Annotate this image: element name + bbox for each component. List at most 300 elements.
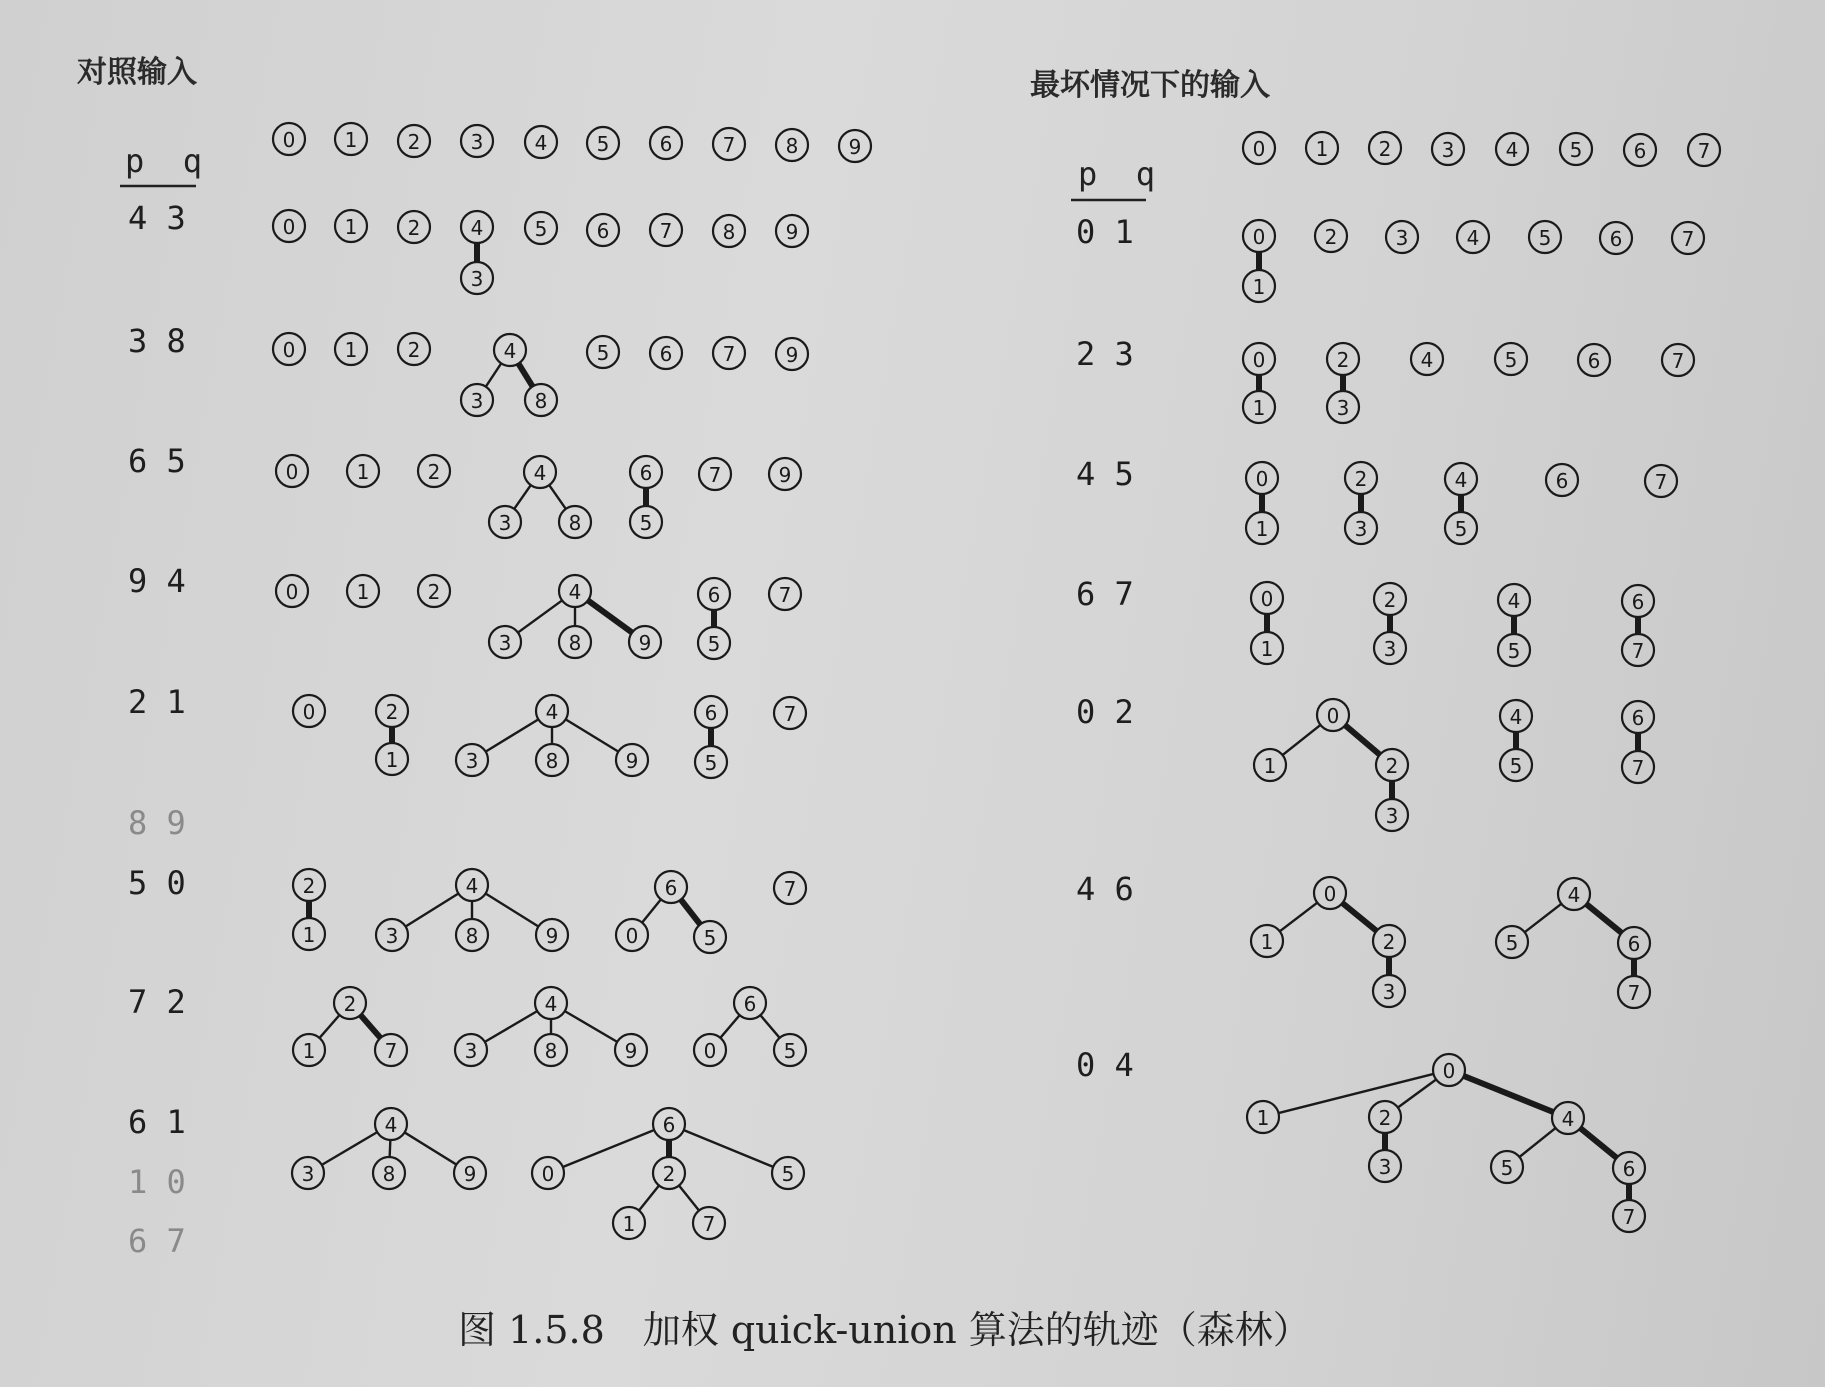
node-label: 1	[344, 215, 358, 239]
node-label: 4	[384, 1113, 398, 1137]
node-label: 8	[545, 749, 559, 773]
left-forest-row	[273, 210, 808, 294]
node-6	[587, 214, 619, 246]
node-3	[461, 125, 493, 157]
right-pq-label: 0 4	[1076, 1046, 1134, 1084]
node-3	[489, 626, 521, 658]
node-4	[494, 334, 526, 366]
node-label: 3	[385, 924, 399, 948]
node-4	[1552, 1102, 1584, 1134]
node-6	[650, 127, 682, 159]
right-forest-row	[1243, 220, 1704, 302]
node-label: 9	[625, 749, 639, 773]
node-label: 3	[1378, 1155, 1392, 1179]
node-7	[1613, 1200, 1645, 1232]
node-8	[559, 626, 591, 658]
node-label: 2	[1378, 137, 1392, 161]
tree-link	[639, 1185, 659, 1210]
node-8	[456, 919, 488, 951]
node-label: 4	[503, 339, 517, 363]
tree-link	[320, 1015, 340, 1038]
node-2	[653, 1157, 685, 1189]
node-label: 2	[1354, 467, 1368, 491]
node-label: 6	[596, 219, 610, 243]
node-label: 5	[1504, 348, 1518, 372]
node-label: 1	[1252, 396, 1266, 420]
node-label: 2	[1385, 754, 1399, 778]
node-2	[1374, 583, 1406, 615]
node-8	[525, 384, 557, 416]
node-label: 7	[1631, 639, 1645, 663]
right-pq-label: 6 7	[1076, 575, 1134, 613]
node-1	[293, 1034, 325, 1066]
left-forest-row	[276, 455, 801, 538]
tree-link	[642, 899, 661, 922]
node-5	[1496, 926, 1528, 958]
tree-link	[1345, 725, 1380, 754]
node-label: 3	[1385, 804, 1399, 828]
tree-link	[1519, 1128, 1555, 1157]
node-label: 7	[783, 702, 797, 726]
node-label: 1	[1255, 517, 1269, 541]
node-6	[650, 337, 682, 369]
node-0	[532, 1157, 564, 1189]
node-label: 3	[1336, 396, 1350, 420]
left-forest-row	[292, 1108, 804, 1239]
node-label: 4	[1420, 348, 1434, 372]
tree-link	[1525, 904, 1562, 932]
node-1	[347, 455, 379, 487]
node-label: 9	[463, 1162, 477, 1186]
node-label: 0	[1255, 467, 1269, 491]
node-label: 1	[1263, 754, 1277, 778]
node-4	[1498, 584, 1530, 616]
node-4	[456, 869, 488, 901]
node-3	[489, 506, 521, 538]
node-4	[1411, 343, 1443, 375]
node-label: 3	[470, 130, 484, 154]
node-4	[461, 211, 493, 243]
node-5	[1500, 749, 1532, 781]
node-7	[774, 697, 806, 729]
node-7	[693, 1207, 725, 1239]
node-7	[1645, 465, 1677, 497]
node-6	[695, 696, 727, 728]
node-9	[776, 215, 808, 247]
node-label: 3	[498, 631, 512, 655]
node-label: 6	[659, 132, 673, 156]
node-label: 5	[596, 132, 610, 156]
node-label: 0	[1326, 704, 1340, 728]
tree-link	[518, 364, 532, 387]
left-forest-row	[276, 575, 801, 659]
node-label: 6	[1627, 932, 1641, 956]
tree-link	[679, 1185, 699, 1210]
tree-link	[566, 719, 619, 751]
left-forest-row	[293, 987, 806, 1066]
node-label: 8	[568, 511, 582, 535]
left-pq-header: p q	[125, 142, 203, 180]
left-pq-label: 1 0	[128, 1163, 186, 1201]
node-2	[1369, 132, 1401, 164]
node-4	[1445, 463, 1477, 495]
node-0	[273, 333, 305, 365]
tree-link	[684, 1130, 773, 1167]
right-pq-label: 4 5	[1076, 455, 1134, 493]
node-label: 4	[1507, 589, 1521, 613]
tree-link	[1586, 904, 1621, 933]
node-0	[1243, 343, 1275, 375]
node-label: 1	[1252, 275, 1266, 299]
node-label: 3	[1395, 226, 1409, 250]
node-1	[1251, 632, 1283, 664]
node-4	[535, 987, 567, 1019]
node-0	[1243, 132, 1275, 164]
node-label: 0	[282, 128, 296, 152]
node-4	[1500, 700, 1532, 732]
node-label: 3	[470, 389, 484, 413]
node-1	[613, 1207, 645, 1239]
node-label: 0	[1323, 882, 1337, 906]
node-label: 7	[1654, 470, 1668, 494]
right-forest-row	[1251, 582, 1654, 666]
node-2	[1345, 462, 1377, 494]
tree-link	[390, 1140, 391, 1157]
node-6	[734, 987, 766, 1019]
node-label: 8	[544, 1039, 558, 1063]
tree-link	[405, 1132, 457, 1164]
node-label: 5	[703, 926, 717, 950]
node-label: 8	[568, 631, 582, 655]
node-label: 4	[1505, 138, 1519, 162]
node-0	[1251, 582, 1283, 614]
node-label: 1	[356, 580, 370, 604]
node-label: 6	[1609, 227, 1623, 251]
node-label: 1	[385, 748, 399, 772]
node-label: 2	[662, 1162, 676, 1186]
node-label: 0	[282, 338, 296, 362]
node-label: 7	[783, 877, 797, 901]
node-0	[616, 919, 648, 951]
node-label: 4	[1567, 883, 1581, 907]
node-label: 7	[1631, 756, 1645, 780]
left-pq-label: 7 2	[128, 983, 186, 1021]
left-pq-label: 6 7	[128, 1222, 186, 1260]
node-label: 4	[545, 700, 559, 724]
node-label: 5	[781, 1162, 795, 1186]
node-label: 3	[470, 267, 484, 291]
node-9	[629, 626, 661, 658]
node-3	[1386, 221, 1418, 253]
node-3	[292, 1157, 324, 1189]
node-9	[776, 338, 808, 370]
node-label: 3	[301, 1162, 315, 1186]
node-1	[1306, 132, 1338, 164]
node-1	[293, 918, 325, 950]
node-label: 0	[1252, 225, 1266, 249]
node-0	[1317, 699, 1349, 731]
node-6	[1624, 134, 1656, 166]
right-forest-row	[1243, 343, 1694, 423]
node-0	[1246, 462, 1278, 494]
node-6	[653, 1108, 685, 1140]
tree-link	[1280, 903, 1318, 932]
node-8	[559, 506, 591, 538]
node-label: 4	[544, 992, 558, 1016]
node-5	[1491, 1151, 1523, 1183]
node-label: 4	[1561, 1107, 1575, 1131]
node-5	[772, 1157, 804, 1189]
node-3	[461, 384, 493, 416]
node-label: 8	[382, 1162, 396, 1186]
node-label: 9	[785, 343, 799, 367]
node-1	[335, 333, 367, 365]
node-label: 1	[1260, 637, 1274, 661]
node-3	[1345, 512, 1377, 544]
node-label: 1	[344, 128, 358, 152]
node-9	[536, 919, 568, 951]
node-label: 3	[1382, 980, 1396, 1004]
node-label: 7	[722, 342, 736, 366]
node-label: 1	[356, 460, 370, 484]
node-7	[713, 128, 745, 160]
tree-link	[406, 893, 459, 926]
node-label: 0	[1442, 1059, 1456, 1083]
node-5	[1498, 634, 1530, 666]
node-2	[293, 869, 325, 901]
node-0	[273, 210, 305, 242]
node-label: 2	[427, 460, 441, 484]
node-label: 7	[1622, 1205, 1636, 1229]
node-3	[376, 919, 408, 951]
node-7	[1688, 134, 1720, 166]
node-label: 2	[1336, 348, 1350, 372]
node-label: 2	[407, 338, 421, 362]
node-label: 0	[285, 580, 299, 604]
right-pq-label: 0 1	[1076, 213, 1134, 251]
node-3	[1432, 133, 1464, 165]
node-label: 9	[785, 220, 799, 244]
node-6	[1578, 344, 1610, 376]
node-label: 7	[722, 133, 736, 157]
tree-link	[1398, 1079, 1436, 1107]
tree-link	[681, 900, 700, 925]
node-label: 5	[1454, 517, 1468, 541]
node-4	[1496, 133, 1528, 165]
node-2	[334, 987, 366, 1019]
node-9	[616, 744, 648, 776]
node-label: 5	[1505, 931, 1519, 955]
node-7	[375, 1034, 407, 1066]
node-label: 1	[1315, 137, 1329, 161]
node-label: 2	[427, 580, 441, 604]
node-label: 1	[302, 1039, 316, 1063]
node-label: 5	[1500, 1156, 1514, 1180]
node-6	[1622, 585, 1654, 617]
node-label: 7	[659, 219, 673, 243]
node-4	[559, 575, 591, 607]
node-label: 8	[465, 924, 479, 948]
tree-link	[1283, 725, 1321, 755]
node-6	[630, 456, 662, 488]
node-2	[398, 211, 430, 243]
node-5	[525, 212, 557, 244]
node-label: 4	[568, 580, 582, 604]
node-3	[1376, 799, 1408, 831]
node-0	[276, 455, 308, 487]
node-label: 3	[1354, 517, 1368, 541]
node-7	[699, 458, 731, 490]
node-5	[698, 627, 730, 659]
node-7	[713, 337, 745, 369]
node-1	[1251, 925, 1283, 957]
node-label: 5	[707, 632, 721, 656]
left-pq-label: 2 1	[128, 683, 186, 721]
node-label: 8	[785, 134, 799, 158]
node-7	[1618, 976, 1650, 1008]
node-6	[1546, 464, 1578, 496]
left-forest-row	[293, 869, 806, 953]
node-label: 5	[783, 1039, 797, 1063]
node-label: 9	[778, 463, 792, 487]
node-5	[630, 506, 662, 538]
tree-link	[486, 893, 539, 926]
node-label: 4	[465, 874, 479, 898]
node-label: 6	[664, 876, 678, 900]
node-label: 3	[464, 1039, 478, 1063]
node-label: 1	[1256, 1106, 1270, 1130]
tree-link	[563, 1130, 654, 1167]
node-0	[1243, 220, 1275, 252]
node-label: 2	[343, 992, 357, 1016]
node-label: 7	[708, 463, 722, 487]
node-2	[418, 455, 450, 487]
node-label: 3	[1383, 637, 1397, 661]
node-2	[418, 575, 450, 607]
tree-link	[1342, 903, 1376, 931]
node-label: 5	[639, 511, 653, 535]
node-label: 0	[1252, 137, 1266, 161]
node-1	[1243, 391, 1275, 423]
node-9	[454, 1157, 486, 1189]
node-5	[587, 127, 619, 159]
right-panel-title: 最坏情况下的输入	[1030, 68, 1270, 103]
left-forest-row	[293, 695, 806, 778]
left-pq-label: 6 1	[128, 1103, 186, 1141]
node-label: 2	[1324, 225, 1338, 249]
left-panel-title: 对照输入	[77, 55, 197, 90]
right-pq-header: p q	[1078, 155, 1156, 193]
node-label: 6	[1631, 706, 1645, 730]
node-label: 4	[1509, 705, 1523, 729]
node-3	[456, 744, 488, 776]
tree-link	[322, 1132, 377, 1165]
node-1	[1243, 270, 1275, 302]
node-label: 7	[702, 1212, 716, 1236]
node-5	[695, 746, 727, 778]
node-label: 1	[622, 1212, 636, 1236]
node-label: 2	[1383, 588, 1397, 612]
node-label: 4	[534, 131, 548, 155]
node-label: 9	[624, 1039, 638, 1063]
node-label: 5	[1509, 754, 1523, 778]
node-1	[1254, 749, 1286, 781]
tree-link	[1279, 1074, 1434, 1113]
node-5	[587, 336, 619, 368]
node-label: 8	[722, 220, 736, 244]
tree-link	[549, 485, 566, 509]
left-pq-label: 4 3	[128, 199, 186, 237]
node-2	[1315, 220, 1347, 252]
node-1	[335, 210, 367, 242]
node-label: 6	[704, 701, 718, 725]
node-4	[1457, 221, 1489, 253]
node-label: 4	[470, 216, 484, 240]
node-1	[335, 123, 367, 155]
node-label: 6	[1587, 349, 1601, 373]
right-forest-row	[1254, 699, 1654, 831]
left-pq-label: 5 0	[128, 864, 186, 902]
node-3	[1373, 975, 1405, 1007]
node-label: 2	[1378, 1106, 1392, 1130]
node-label: 1	[1260, 930, 1274, 954]
node-8	[713, 215, 745, 247]
node-label: 7	[1671, 349, 1685, 373]
left-pq-label: 9 4	[128, 562, 186, 600]
node-label: 0	[1260, 587, 1274, 611]
node-label: 4	[533, 461, 547, 485]
tree-link	[720, 1015, 739, 1038]
right-forest-row	[1247, 1054, 1645, 1232]
node-label: 2	[385, 700, 399, 724]
node-label: 0	[625, 924, 639, 948]
node-label: 5	[534, 217, 548, 241]
node-2	[376, 695, 408, 727]
tree-link	[485, 1011, 537, 1042]
node-label: 7	[384, 1039, 398, 1063]
node-label: 3	[498, 511, 512, 535]
node-label: 3	[1441, 138, 1455, 162]
node-8	[535, 1034, 567, 1066]
node-6	[1613, 1152, 1645, 1184]
node-7	[1662, 344, 1694, 376]
node-7	[650, 214, 682, 246]
node-5	[1445, 512, 1477, 544]
node-label: 9	[848, 135, 862, 159]
node-label: 1	[344, 338, 358, 362]
node-1	[1247, 1101, 1279, 1133]
node-label: 7	[778, 583, 792, 607]
right-pq-column	[1076, 213, 1134, 1084]
node-label: 8	[534, 389, 548, 413]
node-5	[1529, 221, 1561, 253]
node-6	[698, 578, 730, 610]
node-label: 2	[1382, 930, 1396, 954]
node-0	[1433, 1054, 1465, 1086]
node-label: 4	[1454, 468, 1468, 492]
node-2	[1327, 343, 1359, 375]
node-3	[455, 1034, 487, 1066]
node-label: 6	[1555, 469, 1569, 493]
node-label: 1	[302, 923, 316, 947]
node-5	[694, 921, 726, 953]
node-label: 2	[407, 216, 421, 240]
left-pq-label: 6 5	[128, 442, 186, 480]
tree-link	[518, 600, 562, 632]
node-9	[769, 458, 801, 490]
node-1	[376, 743, 408, 775]
node-4	[1558, 878, 1590, 910]
